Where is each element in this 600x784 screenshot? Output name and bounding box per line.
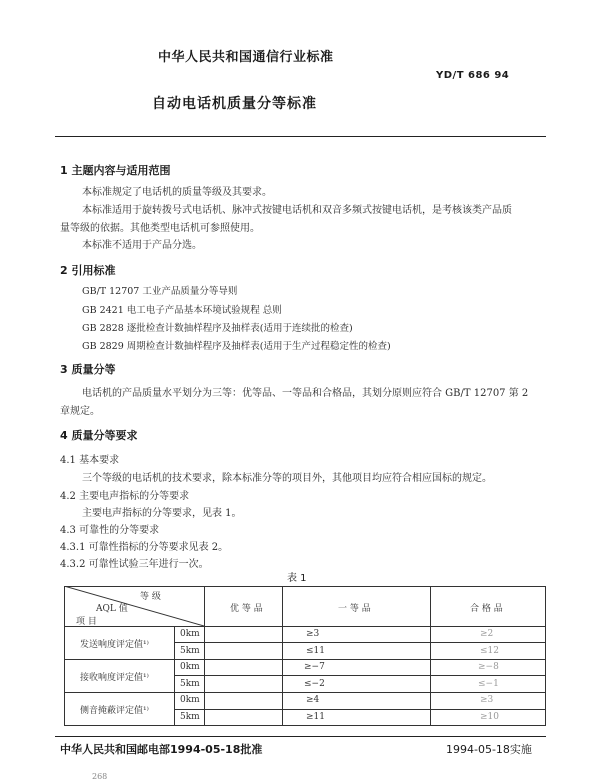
section-4-1-heading: 4.1 基本要求 <box>60 455 120 466</box>
page-number: 268 <box>92 772 108 781</box>
issued-by: 中华人民共和国邮电部1994-05-18批准 <box>60 743 263 756</box>
header-item: 项 目 <box>76 617 97 627</box>
column-divider <box>282 586 283 626</box>
section-1-paragraph-3: 本标准不适用于产品分选。 <box>82 240 202 251</box>
reference-item: GB 2828 逐批检查计数抽样程序及抽样表(适用于连续批的检查) <box>82 323 353 334</box>
section-4-3-heading: 4.3 可靠性的分等要求 <box>60 525 160 536</box>
value-qualified: ≥10 <box>480 712 499 722</box>
section-4-2-heading: 4.2 主要电声指标的分等要求 <box>60 491 190 502</box>
value-merged: ≤−2 <box>304 679 325 689</box>
header-aql: AQL 值 <box>96 604 128 614</box>
value-merged: ≤11 <box>306 646 325 656</box>
standard-title: 自动电话机质量分等标准 <box>152 96 317 112</box>
section-1-paragraph-1: 本标准规定了电话机的质量等级及其要求。 <box>82 187 272 198</box>
value-merged: ≥3 <box>306 629 320 639</box>
row-distance: 5km <box>180 712 200 722</box>
standard-organization: 中华人民共和国通信行业标准 <box>158 50 334 65</box>
column-divider <box>430 586 431 726</box>
header-col-qualified: 合 格 品 <box>470 604 503 614</box>
group-divider <box>64 692 546 693</box>
section-3-paragraph-b: 章规定。 <box>60 406 100 417</box>
section-1-paragraph-2a: 本标准适用于旋转拨号式电话机、脉冲式按键电话机和双音多频式按键电话机，是考核该类产品质 <box>82 205 512 216</box>
row-distance: 5km <box>180 679 200 689</box>
row-divider <box>174 675 546 676</box>
value-qualified: ≤12 <box>480 646 499 656</box>
section-3-paragraph-a: 电话机的产品质量水平划分为三等：优等品、一等品和合格品，其划分原则应符合 GB/T 12707 第 2 <box>82 388 529 399</box>
row-distance: 5km <box>180 646 200 656</box>
top-rule <box>55 136 546 137</box>
group-divider <box>64 659 546 660</box>
value-merged: ≥−7 <box>304 662 325 672</box>
group-name-send-loudness: 发送响度评定值¹⁾ <box>80 640 149 650</box>
section-4-1-paragraph: 三个等级的电话机的技术要求，除本标准分等的项目外，其他项目均应符合相应国标的规定。 <box>82 473 492 484</box>
table-caption: 表 1 <box>287 573 307 584</box>
value-qualified: ≥3 <box>480 695 494 705</box>
section-4-2-paragraph: 主要电声指标的分等要求，见表 1。 <box>82 508 242 519</box>
section-1-heading: 1 主题内容与适用范围 <box>60 164 171 177</box>
row-distance: 0km <box>180 629 200 639</box>
row-divider <box>174 642 546 643</box>
header-col-first-class: 一 等 品 <box>338 604 371 614</box>
group-name-sidetone-masking: 侧音掩蔽评定值¹⁾ <box>80 706 149 716</box>
standard-code: YD/T 686 94 <box>436 70 510 81</box>
section-3-heading: 3 质量分等 <box>60 363 116 376</box>
value-qualified: ≥−8 <box>478 662 499 672</box>
reference-item: GB 2829 周期检查计数抽样程序及抽样表(适用于生产过程稳定性的检查) <box>82 341 391 352</box>
column-divider <box>174 626 175 726</box>
section-4-3-1: 4.3.1 可靠性指标的分等要求见表 2。 <box>60 542 229 553</box>
value-qualified: ≤−1 <box>478 679 499 689</box>
implementation-date: 1994-05-18实施 <box>446 743 532 756</box>
header-divider <box>64 626 546 627</box>
row-divider <box>174 709 546 710</box>
header-grade: 等 级 <box>140 592 161 602</box>
reference-item: GB/T 12707 工业产品质量分等导则 <box>82 286 238 297</box>
column-divider <box>282 626 283 726</box>
section-2-heading: 2 引用标准 <box>60 264 116 277</box>
value-qualified: ≥2 <box>480 629 494 639</box>
header-col-excellent: 优 等 品 <box>230 604 263 614</box>
value-merged: ≥11 <box>306 712 325 722</box>
row-distance: 0km <box>180 695 200 705</box>
column-divider <box>204 586 205 726</box>
section-4-3-2: 4.3.2 可靠性试验三年进行一次。 <box>60 559 209 570</box>
group-name-receive-loudness: 接收响度评定值¹⁾ <box>80 673 149 683</box>
value-merged: ≥4 <box>306 695 320 705</box>
section-4-heading: 4 质量分等要求 <box>60 429 138 442</box>
reference-item: GB 2421 电工电子产品基本环境试验规程 总则 <box>82 305 282 316</box>
section-1-paragraph-2b: 量等级的依据。其他类型电话机可参照使用。 <box>60 223 260 234</box>
bottom-rule <box>55 736 546 737</box>
row-distance: 0km <box>180 662 200 672</box>
